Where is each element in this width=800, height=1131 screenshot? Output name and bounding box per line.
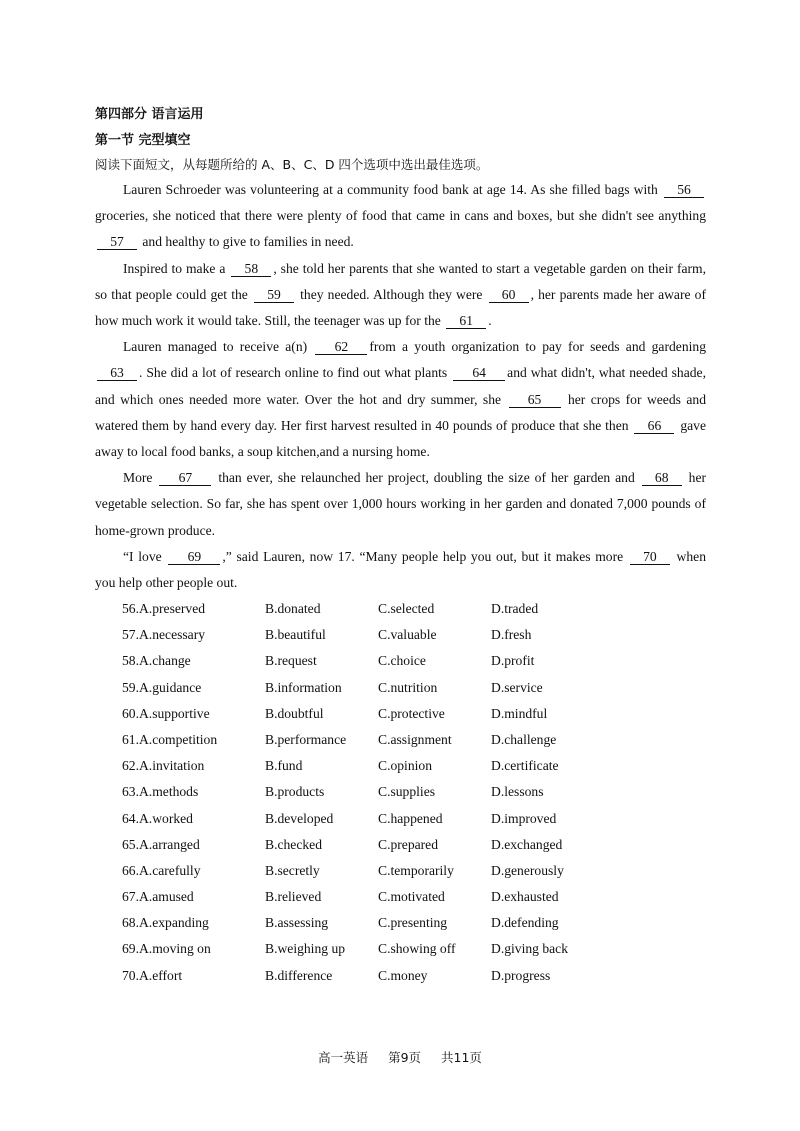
option-b: B.performance [265,731,347,747]
blank-62: 62 [315,339,367,355]
passage-text: when you help other people out. [95,548,706,591]
option-d: D.mindful [491,705,548,721]
option-row [122,858,682,884]
passage-text: from a youth organization to pay for seeds and gardening [369,339,706,355]
passage-text: than ever, she relaunched her project, doubling the size of her garden and [213,470,640,486]
option-a: 68.A.expanding [122,915,209,931]
option-c: C.assignment [378,731,452,747]
option-a: 65.A.arranged [122,836,200,852]
option-c: C.supplies [378,784,436,800]
option-b: B.request [265,653,317,669]
passage-paragraph-3 [95,334,706,465]
option-row [122,753,682,779]
option-b: B.doubtful [265,705,324,721]
option-c: C.motivated [378,889,445,905]
option-b: B.difference [265,967,333,983]
page-footer [0,1048,800,1066]
passage-paragraph-4 [95,465,706,544]
passage-text: and what didn't, what needed shade, and which ones needed more water. Over the hot and dry summer, she [95,365,706,407]
passage-text: her crops for weeds and watered them by hand every day. Her first harvest resulted in 40 pounds of produce that she then [95,391,707,433]
option-row [122,648,682,674]
option-b: B.weighing up [265,941,346,957]
blank-56: 56 [664,182,704,198]
option-d: D.fresh [491,627,532,643]
option-a: 62.A.invitation [122,758,205,774]
passage-paragraph-2 [95,256,706,335]
option-b: B.donated [265,601,321,616]
option-d: D.service [491,679,543,695]
blank-57: 57 [97,234,137,250]
option-c: C.prepared [378,836,439,852]
option-a: 59.A.guidance [122,679,202,695]
option-d: D.traded [491,601,539,616]
option-row [122,596,682,622]
option-a: 66.A.carefully [122,862,201,878]
blank-67: 67 [159,470,211,486]
option-d: D.exchanged [491,836,563,852]
option-b: B.developed [265,810,334,826]
option-b: B.fund [265,758,303,774]
option-b: B.checked [265,836,322,852]
option-d: D.exhausted [491,889,559,905]
option-b: B.secretly [265,862,320,878]
option-row [122,884,682,910]
option-b: B.assessing [265,915,329,931]
blank-58: 58 [231,261,271,277]
option-row [122,910,682,936]
option-c: C.valuable [378,627,437,643]
option-a: 61.A.competition [122,731,218,747]
option-a: 58.A.change [122,653,191,669]
option-d: D.challenge [491,731,557,747]
option-row [122,675,682,701]
option-a: 70.A.effort [122,967,183,983]
option-row [122,622,682,648]
option-row [122,701,682,727]
option-c: C.protective [378,705,445,721]
option-c: C.choice [378,653,426,669]
passage-text: , she told her parents that she wanted to start a vegetable garden on their farm, so that people could get the [95,260,706,302]
passage-text: . She did a lot of research online to find out what plants [139,365,452,381]
option-c: C.nutrition [378,679,438,695]
passage-text: her vegetable selection. So far, she has spent over 1,000 hours working in her garden and donated 7,000 pounds of home-grown produce. [95,470,707,538]
option-c: C.temporarily [378,862,454,878]
blank-63: 63 [97,365,137,381]
option-d: D.progress [491,967,551,983]
blank-59: 59 [254,287,294,303]
passage-text: and healthy to give to families in need. [139,234,354,250]
footer-page-number: 第9页 [388,1050,422,1065]
cloze-passage [95,177,706,596]
passage-text: More [123,470,158,486]
blank-70: 70 [630,549,670,565]
passage-text: , her parents made her aware of how much work it would take. Still, the teenager was up for the [95,286,706,329]
footer-total-pages: 共11页 [441,1050,482,1065]
subsection-title: 第一节 完型填空 [95,133,191,148]
option-row [122,727,682,753]
passage-paragraph-5 [95,544,706,596]
option-d: D.improved [491,810,557,826]
option-d: D.giving back [491,941,569,957]
passage-text: Inspired to make a [123,260,230,276]
passage-text: . [488,313,492,329]
option-d: D.defending [491,915,559,931]
blank-65: 65 [509,392,561,408]
option-d: D.generously [491,862,564,878]
option-b: B.products [265,784,325,800]
blank-61: 61 [446,313,486,329]
option-b: B.relieved [265,889,322,905]
option-a: 67.A.amused [122,889,194,905]
option-c: C.money [378,967,428,983]
passage-text: they needed. Although they were [295,286,487,302]
option-row [122,832,682,858]
answer-options-list [122,596,682,989]
option-row [122,779,682,805]
option-b: B.information [265,679,342,695]
option-a: 64.A.worked [122,810,193,826]
passage-text: Lauren managed to receive a(n) [123,339,314,355]
blank-68: 68 [642,470,682,486]
passage-text: gave away to local food banks, a soup kitchen,and a nursing home. [95,417,706,460]
option-c: C.selected [378,601,435,616]
part-title: 第四部分 语言运用 [95,107,204,122]
blank-66: 66 [634,418,674,434]
option-a: 60.A.supportive [122,705,210,721]
passage-text: “I love [123,548,167,564]
option-c: C.opinion [378,758,433,774]
blank-69: 69 [168,549,220,565]
option-d: D.lessons [491,784,544,800]
option-c: C.happened [378,810,443,826]
option-b: B.beautiful [265,627,326,643]
option-d: D.certificate [491,758,559,774]
option-a: 57.A.necessary [122,627,206,643]
blank-60: 60 [489,287,529,303]
footer-subject: 高一英语 [318,1050,369,1065]
passage-text: Lauren Schroeder was volunteering at a community food bank at age 14. As she filled bags with [123,182,662,197]
passage-paragraph-1 [95,177,706,256]
option-row [122,806,682,832]
option-a: 56.A.preserved [122,601,206,616]
option-a: 63.A.methods [122,784,199,800]
option-c: C.showing off [378,941,456,957]
option-c: C.presenting [378,915,448,931]
passage-text: ,” said Lauren, now 17. “Many people help you out, but it makes more [222,548,628,564]
option-row [122,936,682,962]
option-row [122,963,682,989]
option-a: 69.A.moving on [122,941,211,957]
passage-text: groceries, she noticed that there were plenty of food that came in cans and boxes, but she didn't see anything [95,208,706,224]
instruction-text: 阅读下面短文，从每题所给的 A、B、C、D 四个选项中选出最佳选项。 [95,157,489,172]
blank-64: 64 [453,365,505,381]
option-d: D.profit [491,653,535,669]
